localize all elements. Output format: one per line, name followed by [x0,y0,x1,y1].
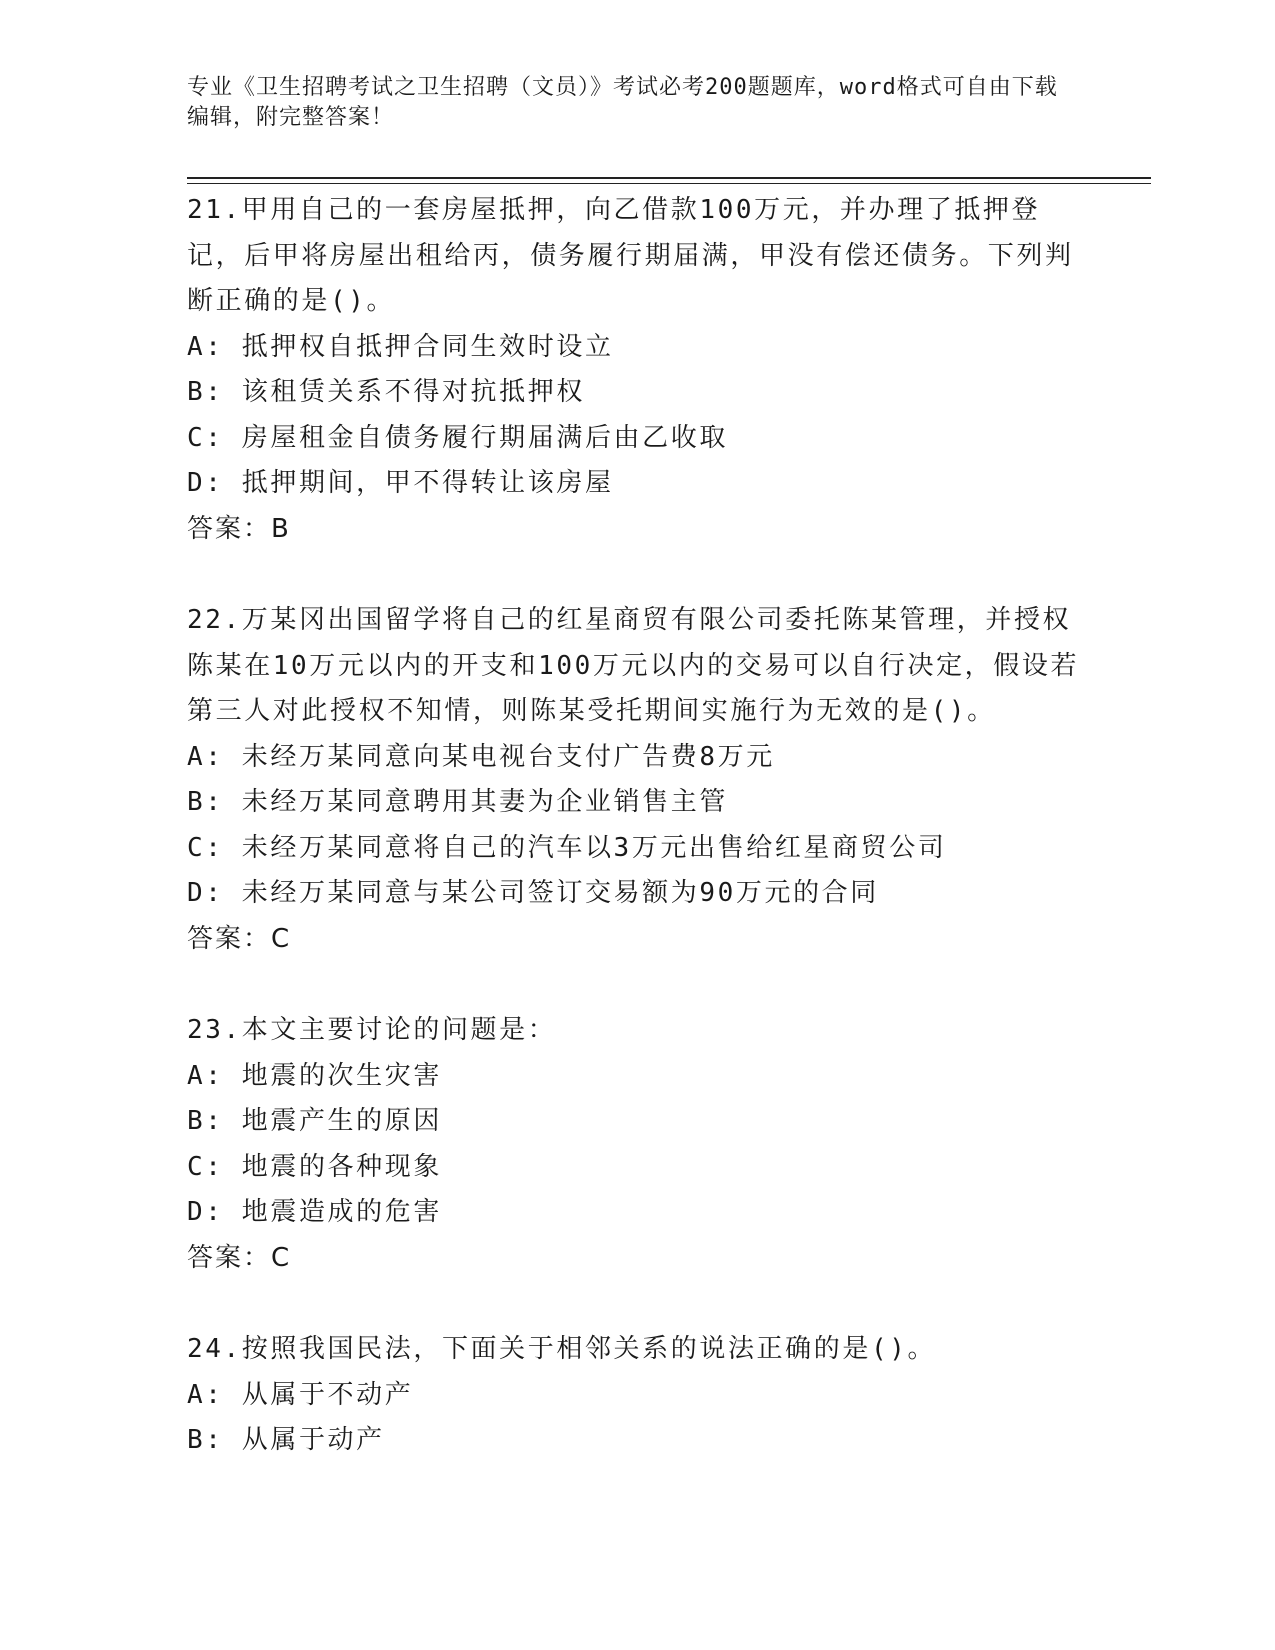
question-22 [187,598,1087,962]
header-divider-thin [187,183,1151,184]
question-stem: 21.甲用自己的一套房屋抵押，向乙借款100万元，并办理了抵押登记，后甲将房屋出租给丙，债务履行期届满，甲没有偿还债务。下列判断正确的是()。 [187,195,1074,316]
option-b: B: 地震产生的原因 [187,1106,442,1136]
option-c: C: 地震的各种现象 [187,1151,442,1182]
option-a: A: 抵押权自抵押合同生效时设立 [187,331,614,362]
option-d: D: 抵押期间，甲不得转让该房屋 [187,468,614,498]
document-header: 专业《卫生招聘考试之卫生招聘（文员）》考试必考200题题库，word格式可自由下载编辑，附完整答案！ [187,75,1058,130]
question-23 [187,1008,1087,1281]
option-a: A: 从属于不动产 [187,1379,414,1410]
option-a: A: 地震的次生灾害 [187,1060,442,1091]
question-stem: 23.本文主要讨论的问题是： [187,1015,557,1045]
question-24 [187,1327,1087,1464]
question-stem: 24.按照我国民法，下面关于相邻关系的说法正确的是()。 [187,1334,937,1364]
option-a: A: 未经万某同意向某电视台支付广告费8万元 [187,741,775,772]
option-c: C: 未经万某同意将自己的汽车以3万元出售给红星商贸公司 [187,832,947,863]
option-b: B: 未经万某同意聘用其妻为企业销售主管 [187,787,728,817]
option-b: B: 从属于动产 [187,1425,385,1455]
answer-line: 答案：C [187,1242,292,1273]
option-b: B: 该租赁关系不得对抗抵押权 [187,377,585,407]
answer-line: 答案：B [187,513,291,544]
question-stem: 22.万某冈出国留学将自己的红星商贸有限公司委托陈某管理，并授权陈某在10万元以内的开支和100万元以内的交易可以自行决定，假设若第三人对此授权不知情，则陈某受托期间实施行为无效的是()。 [187,605,1080,726]
header-divider-thick [187,177,1151,179]
option-c: C: 房屋租金自债务履行期届满后由乙收取 [187,422,728,453]
question-21 [187,188,1087,552]
option-d: D: 未经万某同意与某公司签订交易额为90万元的合同 [187,878,879,908]
option-d: D: 地震造成的危害 [187,1197,442,1227]
question-list [187,188,1087,1464]
answer-line: 答案：C [187,923,292,954]
